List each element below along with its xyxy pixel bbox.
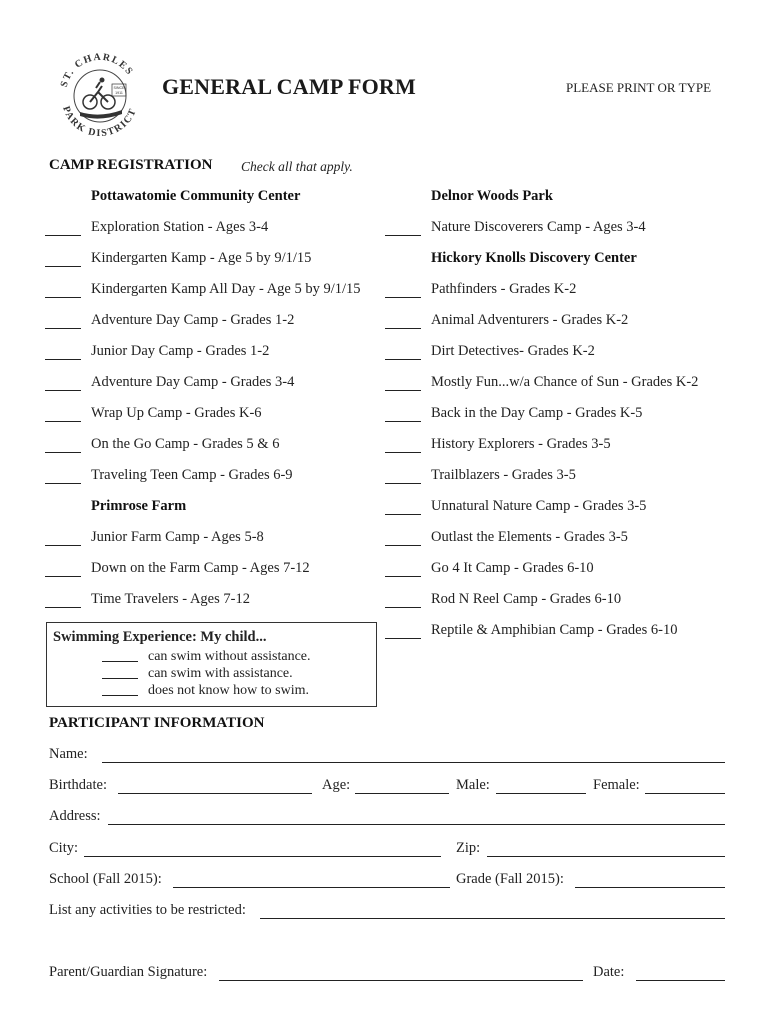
swim-blank-3[interactable] bbox=[102, 695, 138, 696]
camp-option-label: Traveling Teen Camp - Grades 6-9 bbox=[91, 467, 293, 483]
birthdate-field[interactable] bbox=[118, 793, 312, 794]
camp-option-label: Junior Farm Camp - Ages 5-8 bbox=[91, 529, 264, 545]
camp-option-label: Trailblazers - Grades 3-5 bbox=[431, 467, 576, 483]
camp-option-label: Outlast the Elements - Grades 3-5 bbox=[431, 529, 628, 545]
logo-since: SINCE bbox=[113, 86, 125, 90]
restricted-label: List any activities to be restricted: bbox=[49, 902, 246, 918]
address-field[interactable] bbox=[108, 824, 725, 825]
form-title: GENERAL CAMP FORM bbox=[162, 74, 416, 99]
school-field[interactable] bbox=[173, 887, 450, 888]
camp-checkbox-blank[interactable] bbox=[385, 235, 421, 236]
check-all-note: Check all that apply. bbox=[241, 159, 353, 174]
swim-blank-1[interactable] bbox=[102, 661, 138, 662]
logo-bottom-text: PARK DISTRICT bbox=[60, 104, 140, 140]
camp-option-label: Go 4 It Camp - Grades 6-10 bbox=[431, 560, 594, 576]
camp-checkbox-blank[interactable] bbox=[45, 266, 81, 267]
camp-option-label: Kindergarten Kamp All Day - Age 5 by 9/1/15 bbox=[91, 281, 361, 297]
camp-option-label: Adventure Day Camp - Grades 1-2 bbox=[91, 312, 295, 328]
camp-checkbox-blank[interactable] bbox=[385, 483, 421, 484]
camp-checkbox-blank[interactable] bbox=[385, 576, 421, 577]
camp-checkbox-blank[interactable] bbox=[385, 452, 421, 453]
camp-option-label: On the Go Camp - Grades 5 & 6 bbox=[91, 436, 280, 452]
zip-label: Zip: bbox=[456, 840, 481, 856]
swim-option-2: can swim with assistance. bbox=[148, 666, 293, 681]
camp-checkbox-blank[interactable] bbox=[45, 576, 81, 577]
camp-checkbox-blank[interactable] bbox=[385, 390, 421, 391]
male-field[interactable] bbox=[496, 793, 586, 794]
camp-option-label: Pathfinders - Grades K-2 bbox=[431, 281, 577, 297]
camp-location-heading: Primrose Farm bbox=[91, 498, 187, 514]
date-label: Date: bbox=[593, 964, 625, 980]
camp-checkbox-blank[interactable] bbox=[385, 297, 421, 298]
city-field[interactable] bbox=[84, 856, 441, 857]
female-label: Female: bbox=[593, 777, 640, 793]
camp-checkbox-blank[interactable] bbox=[45, 235, 81, 236]
camp-checkbox-blank[interactable] bbox=[385, 421, 421, 422]
camp-checkbox-blank[interactable] bbox=[385, 638, 421, 639]
camp-checkbox-blank[interactable] bbox=[45, 328, 81, 329]
camp-checkbox-blank[interactable] bbox=[385, 359, 421, 360]
camp-option-label: Reptile & Amphibian Camp - Grades 6-10 bbox=[431, 622, 678, 638]
signature-label: Parent/Guardian Signature: bbox=[49, 964, 208, 980]
camp-checkbox-blank[interactable] bbox=[385, 328, 421, 329]
restricted-field[interactable] bbox=[260, 918, 725, 919]
camp-option-label: Dirt Detectives- Grades K-2 bbox=[431, 343, 595, 359]
camp-option-label: Unnatural Nature Camp - Grades 3-5 bbox=[431, 498, 647, 514]
name-label: Name: bbox=[49, 746, 88, 762]
logo-year: 1911 bbox=[115, 91, 123, 95]
camp-checkbox-blank[interactable] bbox=[45, 483, 81, 484]
camp-checkbox-blank[interactable] bbox=[45, 297, 81, 298]
camp-checkbox-blank[interactable] bbox=[45, 421, 81, 422]
swim-blank-2[interactable] bbox=[102, 678, 138, 679]
camp-checkbox-blank[interactable] bbox=[45, 607, 81, 608]
birthdate-label: Birthdate: bbox=[49, 777, 107, 793]
camp-option-label: Rod N Reel Camp - Grades 6-10 bbox=[431, 591, 622, 607]
city-label: City: bbox=[49, 840, 79, 856]
park-district-logo bbox=[50, 42, 150, 142]
swimming-title: Swimming Experience: My child... bbox=[53, 629, 267, 645]
swim-option-1: can swim without assistance. bbox=[148, 649, 311, 664]
logo-top-text: ST. CHARLES bbox=[58, 51, 136, 89]
camp-checkbox-blank[interactable] bbox=[385, 514, 421, 515]
age-field[interactable] bbox=[355, 793, 449, 794]
print-note: PLEASE PRINT OR TYPE bbox=[566, 80, 712, 95]
camp-location-heading: Pottawatomie Community Center bbox=[91, 188, 301, 204]
signature-field[interactable] bbox=[219, 980, 583, 981]
camp-location-heading: Hickory Knolls Discovery Center bbox=[431, 250, 637, 266]
camp-location-heading: Delnor Woods Park bbox=[431, 188, 553, 204]
camp-option-label: Time Travelers - Ages 7-12 bbox=[91, 591, 250, 607]
camp-checkbox-blank[interactable] bbox=[385, 607, 421, 608]
swim-option-3: does not know how to swim. bbox=[148, 683, 309, 698]
female-field[interactable] bbox=[645, 793, 725, 794]
address-label: Address: bbox=[49, 808, 101, 824]
camp-option-label: Down on the Farm Camp - Ages 7-12 bbox=[91, 560, 310, 576]
camp-checkbox-blank[interactable] bbox=[45, 390, 81, 391]
school-label: School (Fall 2015): bbox=[49, 871, 162, 887]
camp-option-label: Back in the Day Camp - Grades K-5 bbox=[431, 405, 643, 421]
camp-option-label: Kindergarten Kamp - Age 5 by 9/1/15 bbox=[91, 250, 312, 266]
camp-checkbox-blank[interactable] bbox=[45, 452, 81, 453]
participant-heading: PARTICIPANT INFORMATION bbox=[49, 715, 265, 731]
male-label: Male: bbox=[456, 777, 490, 793]
zip-field[interactable] bbox=[487, 856, 725, 857]
camp-option-label: Mostly Fun...w/a Chance of Sun - Grades K-2 bbox=[431, 374, 699, 390]
camp-option-label: Exploration Station - Ages 3-4 bbox=[91, 219, 269, 235]
swimming-experience-box bbox=[46, 622, 377, 707]
camp-registration-heading: CAMP REGISTRATION bbox=[49, 157, 213, 173]
camp-option-label: Animal Adventurers - Grades K-2 bbox=[431, 312, 629, 328]
date-field[interactable] bbox=[636, 980, 725, 981]
age-label: Age: bbox=[322, 777, 351, 793]
grade-label: Grade (Fall 2015): bbox=[456, 871, 564, 887]
camp-option-label: Adventure Day Camp - Grades 3-4 bbox=[91, 374, 295, 390]
camp-option-label: Junior Day Camp - Grades 1-2 bbox=[91, 343, 270, 359]
camp-option-label: Wrap Up Camp - Grades K-6 bbox=[91, 405, 262, 421]
camp-option-label: Nature Discoverers Camp - Ages 3-4 bbox=[431, 219, 646, 235]
name-field[interactable] bbox=[102, 762, 725, 763]
camp-option-label: History Explorers - Grades 3-5 bbox=[431, 436, 611, 452]
camp-checkbox-blank[interactable] bbox=[385, 545, 421, 546]
camp-checkbox-blank[interactable] bbox=[45, 545, 81, 546]
grade-field[interactable] bbox=[575, 887, 725, 888]
camp-checkbox-blank[interactable] bbox=[45, 359, 81, 360]
